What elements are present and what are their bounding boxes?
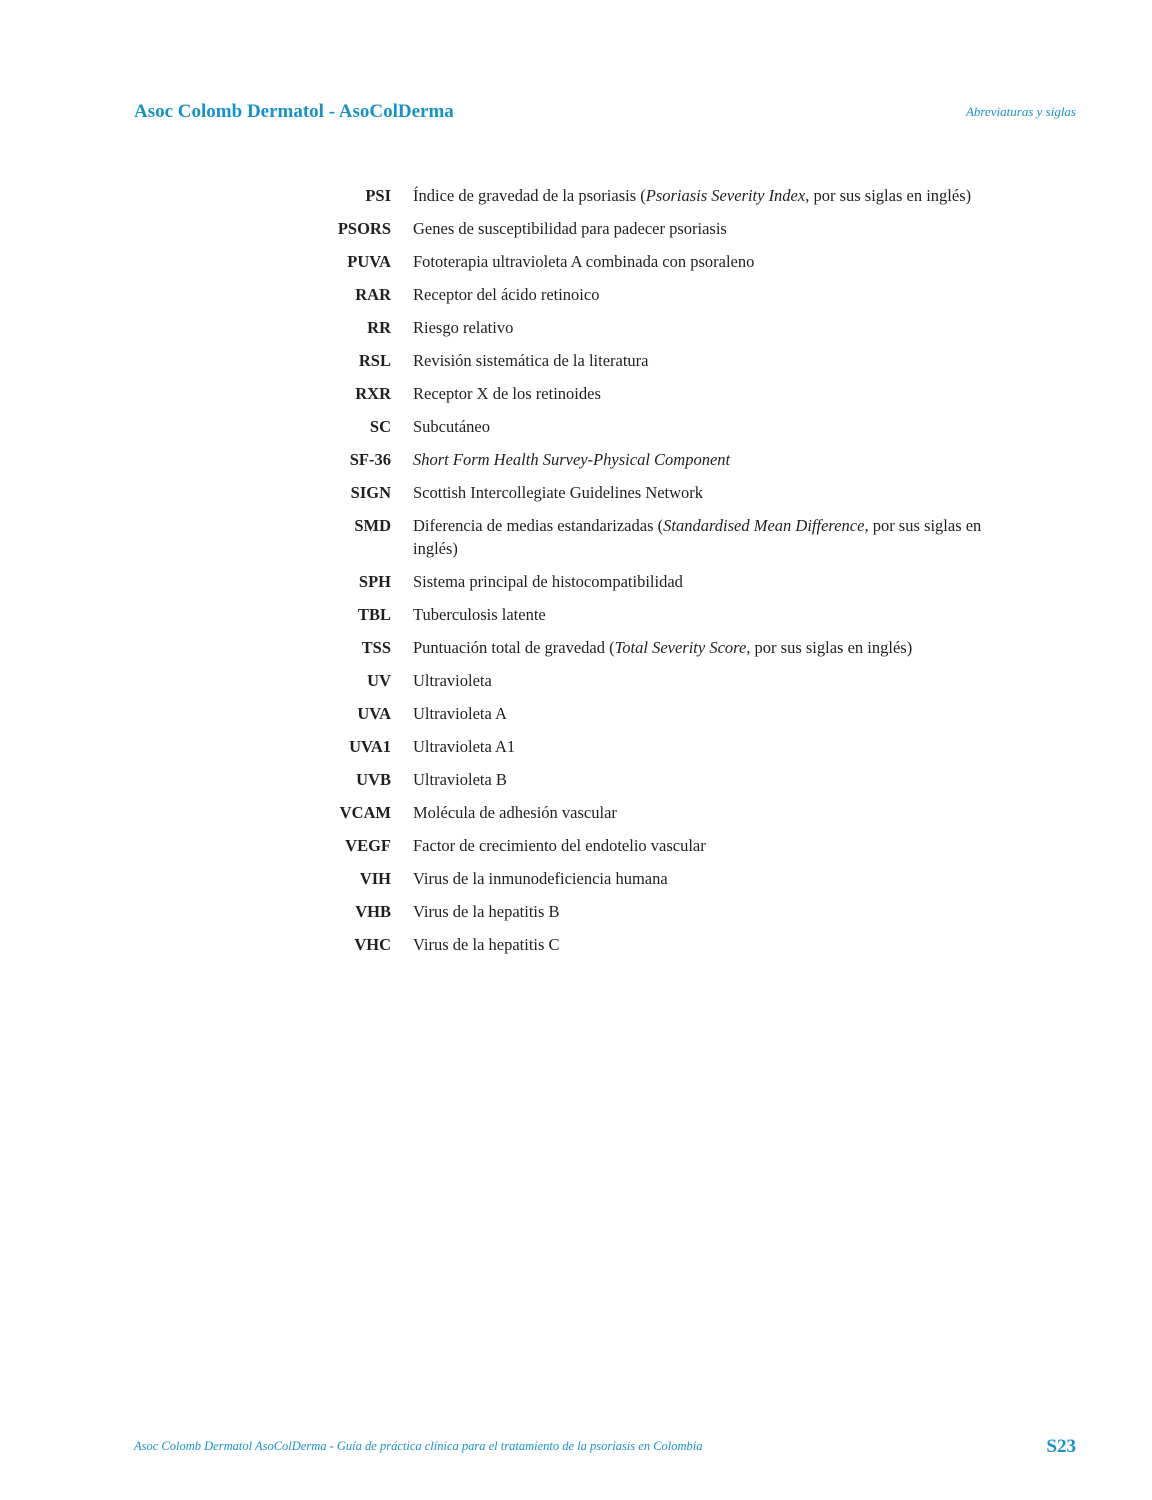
abbreviation-row (300, 900, 1030, 923)
definition-text: Tuberculosis latente (413, 605, 546, 624)
definition-italic-text: Psoriasis Severity Index (645, 186, 806, 205)
abbreviation-term: SIGN (350, 483, 391, 502)
abbreviation-row (300, 349, 1030, 372)
definition-text: Virus de la inmunodeficiencia humana (413, 869, 668, 888)
abbreviation-row (300, 801, 1030, 824)
abbreviation-row (300, 184, 1030, 207)
journal-title: Asoc Colomb Dermatol - AsoColDerma (134, 101, 454, 122)
definition-text: Puntuación total de gravedad ( (413, 638, 615, 657)
definition-text: Virus de la hepatitis B (413, 902, 560, 921)
abbreviation-row (300, 636, 1030, 659)
definition-text: Ultravioleta (413, 671, 492, 690)
abbreviation-definition (413, 636, 1021, 659)
abbreviation-term: RXR (355, 384, 391, 403)
abbreviation-row (300, 514, 1030, 560)
footer-separator: - (326, 1439, 337, 1453)
abbreviation-term: UVA (357, 704, 391, 723)
abbreviation-row (300, 933, 1030, 956)
abbreviation-list (300, 184, 1030, 966)
definition-text: Índice de gravedad de la psoriasis ( (413, 186, 646, 205)
abbreviation-row (300, 382, 1030, 405)
abbreviation-term: VIH (359, 869, 391, 888)
definition-text: Receptor del ácido retinoico (413, 285, 600, 304)
abbreviation-row (300, 603, 1030, 626)
footer-journal: Asoc Colomb Dermatol AsoColDerma (134, 1439, 327, 1453)
abbreviation-definition (413, 603, 1021, 626)
abbreviation-definition (413, 933, 1021, 956)
abbreviation-definition (413, 250, 1021, 273)
abbreviation-row (300, 702, 1030, 725)
abbreviation-row (300, 834, 1030, 857)
definition-text: Genes de susceptibilidad para padecer psoriasis (413, 219, 727, 238)
section-title: Abreviaturas y siglas (965, 104, 1076, 119)
footer-guide-title: Guía de práctica clínica para el tratamiento de la psoriasis en Colombia (336, 1439, 703, 1453)
abbreviation-term: VCAM (339, 803, 391, 822)
page-number: S23 (1046, 1436, 1076, 1457)
definition-text: Receptor X de los retinoides (413, 384, 601, 403)
abbreviation-term: RR (367, 318, 391, 337)
abbreviation-term: VHC (354, 935, 391, 954)
abbreviation-definition (413, 349, 1021, 372)
definition-text: Factor de crecimiento del endotelio vascular (413, 836, 706, 855)
abbreviation-definition (413, 382, 1021, 405)
definition-italic-text: Standardised Mean Difference (663, 516, 865, 535)
abbreviation-definition (413, 283, 1021, 306)
definition-italic-text: Short Form Health Survey-Physical Component (413, 450, 731, 469)
definition-text: Ultravioleta A (413, 704, 507, 723)
abbreviation-definition (413, 316, 1021, 339)
definition-text: Ultravioleta A1 (413, 737, 516, 756)
abbreviation-definition (413, 768, 1021, 791)
abbreviation-definition (413, 217, 1021, 240)
abbreviation-term: SMD (354, 516, 391, 535)
abbreviation-term: SC (369, 417, 391, 436)
abbreviation-term: VHB (355, 902, 391, 921)
definition-text: , por sus siglas en inglés) (805, 186, 972, 205)
definition-text: Ultravioleta B (413, 770, 507, 789)
abbreviation-row (300, 867, 1030, 890)
definition-text: Sistema principal de histocompatibilidad (413, 572, 683, 591)
abbreviation-definition (413, 867, 1021, 890)
abbreviation-definition (413, 834, 1021, 857)
definition-text: Virus de la hepatitis C (413, 935, 560, 954)
abbreviation-term: PSORS (337, 219, 391, 238)
abbreviation-term: VEGF (345, 836, 391, 855)
abbreviation-row (300, 415, 1030, 438)
abbreviation-definition (413, 900, 1021, 923)
abbreviation-definition (413, 669, 1021, 692)
abbreviation-definition (413, 415, 1021, 438)
abbreviation-term: RSL (358, 351, 391, 370)
definition-text: Scottish Intercollegiate Guidelines Network (413, 483, 704, 502)
abbreviation-row (300, 448, 1030, 471)
abbreviation-definition (413, 448, 1021, 471)
abbreviation-term: PSI (365, 186, 391, 205)
definition-text: Riesgo relativo (413, 318, 514, 337)
abbreviation-row (300, 283, 1030, 306)
abbreviation-term: TSS (361, 638, 391, 657)
definition-text: Fototerapia ultravioleta A combinada con psoraleno (413, 252, 755, 271)
abbreviation-term: SF-36 (349, 450, 391, 469)
abbreviation-term: RAR (355, 285, 391, 304)
abbreviation-term: TBL (357, 605, 391, 624)
definition-text: , por sus siglas en inglés) (746, 638, 913, 657)
abbreviation-row (300, 217, 1030, 240)
definition-text: Molécula de adhesión vascular (413, 803, 617, 822)
abbreviation-term: UV (367, 671, 391, 690)
abbreviation-definition (413, 570, 1021, 593)
abbreviation-row (300, 570, 1030, 593)
definition-text: Revisión sistemática de la literatura (413, 351, 649, 370)
abbreviation-definition (413, 481, 1021, 504)
abbreviation-row (300, 768, 1030, 791)
abbreviation-definition (413, 735, 1021, 758)
definition-text: Subcutáneo (413, 417, 490, 436)
definition-italic-text: Total Severity Score (614, 638, 747, 657)
abbreviation-term: PUVA (347, 252, 391, 271)
abbreviation-row (300, 316, 1030, 339)
abbreviation-definition (413, 801, 1021, 824)
footer-citation (134, 1439, 703, 1454)
abbreviation-row (300, 481, 1030, 504)
definition-text: , por sus siglas en inglés) (413, 516, 982, 558)
abbreviation-row (300, 735, 1030, 758)
abbreviation-definition (413, 184, 1021, 207)
abbreviation-term: SPH (358, 572, 391, 591)
abbreviation-definition (413, 514, 1021, 560)
abbreviation-row (300, 250, 1030, 273)
abbreviation-term: UVB (356, 770, 391, 789)
abbreviation-term: UVA1 (349, 737, 391, 756)
definition-text: Diferencia de medias estandarizadas ( (413, 516, 664, 535)
abbreviation-definition (413, 702, 1021, 725)
abbreviation-row (300, 669, 1030, 692)
